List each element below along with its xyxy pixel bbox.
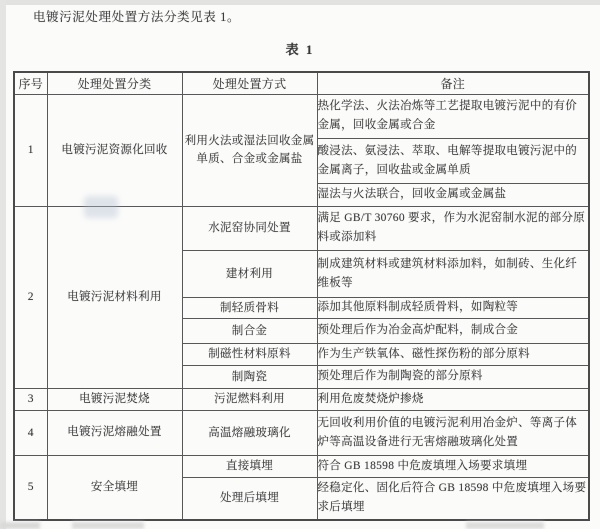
row-number-cell: 5	[14, 455, 47, 520]
table-row	[14, 455, 589, 477]
scan-edge-left	[0, 0, 6, 529]
table-row	[14, 388, 589, 410]
col-header-remark: 备注	[317, 72, 589, 94]
method-cell: 处理后填埋	[182, 477, 317, 520]
table-title: 表 1	[285, 42, 315, 57]
scan-smudge	[466, 522, 544, 529]
category-cell: 电镀污泥材料利用	[47, 206, 182, 388]
col-header-no: 序号	[14, 72, 47, 94]
method-cell: 制陶瓷	[182, 365, 317, 388]
remark-cell: 作为生产铁氧体、磁性探伤粉的部分原料	[317, 343, 589, 365]
method-cell: 水泥窑协同处置	[182, 206, 317, 250]
method-cell: 直接填埋	[182, 455, 317, 477]
header-row	[14, 72, 589, 94]
method-cell: 制磁性材料原料	[182, 343, 317, 365]
table-row	[14, 94, 589, 138]
table-row	[14, 206, 589, 250]
col-header-method: 处理处置方式	[182, 72, 317, 94]
row-number-cell: 3	[14, 388, 47, 410]
remark-cell: 湿法与火法联合，回收金属或金属盐	[317, 183, 589, 206]
classification-table	[13, 71, 590, 521]
row-number-cell: 1	[14, 94, 47, 206]
method-cell: 利用火法或湿法回收金属单质、合金或金属盐	[182, 94, 317, 206]
method-cell: 制合金	[182, 318, 317, 343]
remark-cell: 预处理后作为冶金高炉配料，制成合金	[317, 318, 589, 343]
remark-cell: 制成建筑材料或建筑材料添加料，如制砖、生化纤维板等	[317, 250, 589, 297]
remark-cell: 无回收利用价值的电镀污泥利用冶金炉、等离子体炉等高温设备进行无害熔融玻璃化处置	[317, 410, 589, 455]
intro-text: 电镀污泥处理处置方法分类见表 1。	[33, 10, 241, 24]
method-cell: 污泥燃料利用	[182, 388, 317, 410]
scan-smudge	[0, 522, 40, 529]
remark-cell: 利用危废焚烧炉掺烧	[317, 388, 589, 410]
remark-cell: 经稳定化、固化后符合 GB 18598 中危废填埋入场要求后填埋	[317, 477, 589, 520]
table-row	[14, 410, 589, 455]
col-header-category: 处理处置分类	[47, 72, 182, 94]
remark-cell: 预处理后作为制陶瓷的部分原料	[317, 365, 589, 388]
table-header	[14, 72, 589, 94]
category-cell: 电镀污泥熔融处置	[47, 410, 182, 455]
remark-cell: 酸浸法、氨浸法、萃取、电解等提取电镀污泥中的金属离子，回收盐或金属单质	[317, 138, 589, 183]
scan-edge-top	[0, 0, 600, 5]
remark-cell: 添加其他原料制成轻质骨料，如陶粒等	[317, 297, 589, 318]
method-cell: 高温熔融玻璃化	[182, 410, 317, 455]
row-number-cell: 2	[14, 206, 47, 388]
remark-cell: 符合 GB 18598 中危废填埋入场要求填埋	[317, 455, 589, 477]
method-cell: 建材利用	[182, 250, 317, 297]
remark-cell: 热化学法、火法冶炼等工艺提取电镀污泥中的有价金属，回收金属或合金	[317, 94, 589, 138]
remark-cell: 满足 GB/T 30760 要求，作为水泥窑制水泥的部分原料或添加料	[317, 206, 589, 250]
category-cell: 电镀污泥资源化回收	[47, 94, 182, 206]
method-cell: 制轻质骨料	[182, 297, 317, 318]
row-number-cell: 4	[14, 410, 47, 455]
scan-smudge	[72, 522, 144, 529]
category-cell: 电镀污泥焚烧	[47, 388, 182, 410]
category-cell: 安全填埋	[47, 455, 182, 520]
